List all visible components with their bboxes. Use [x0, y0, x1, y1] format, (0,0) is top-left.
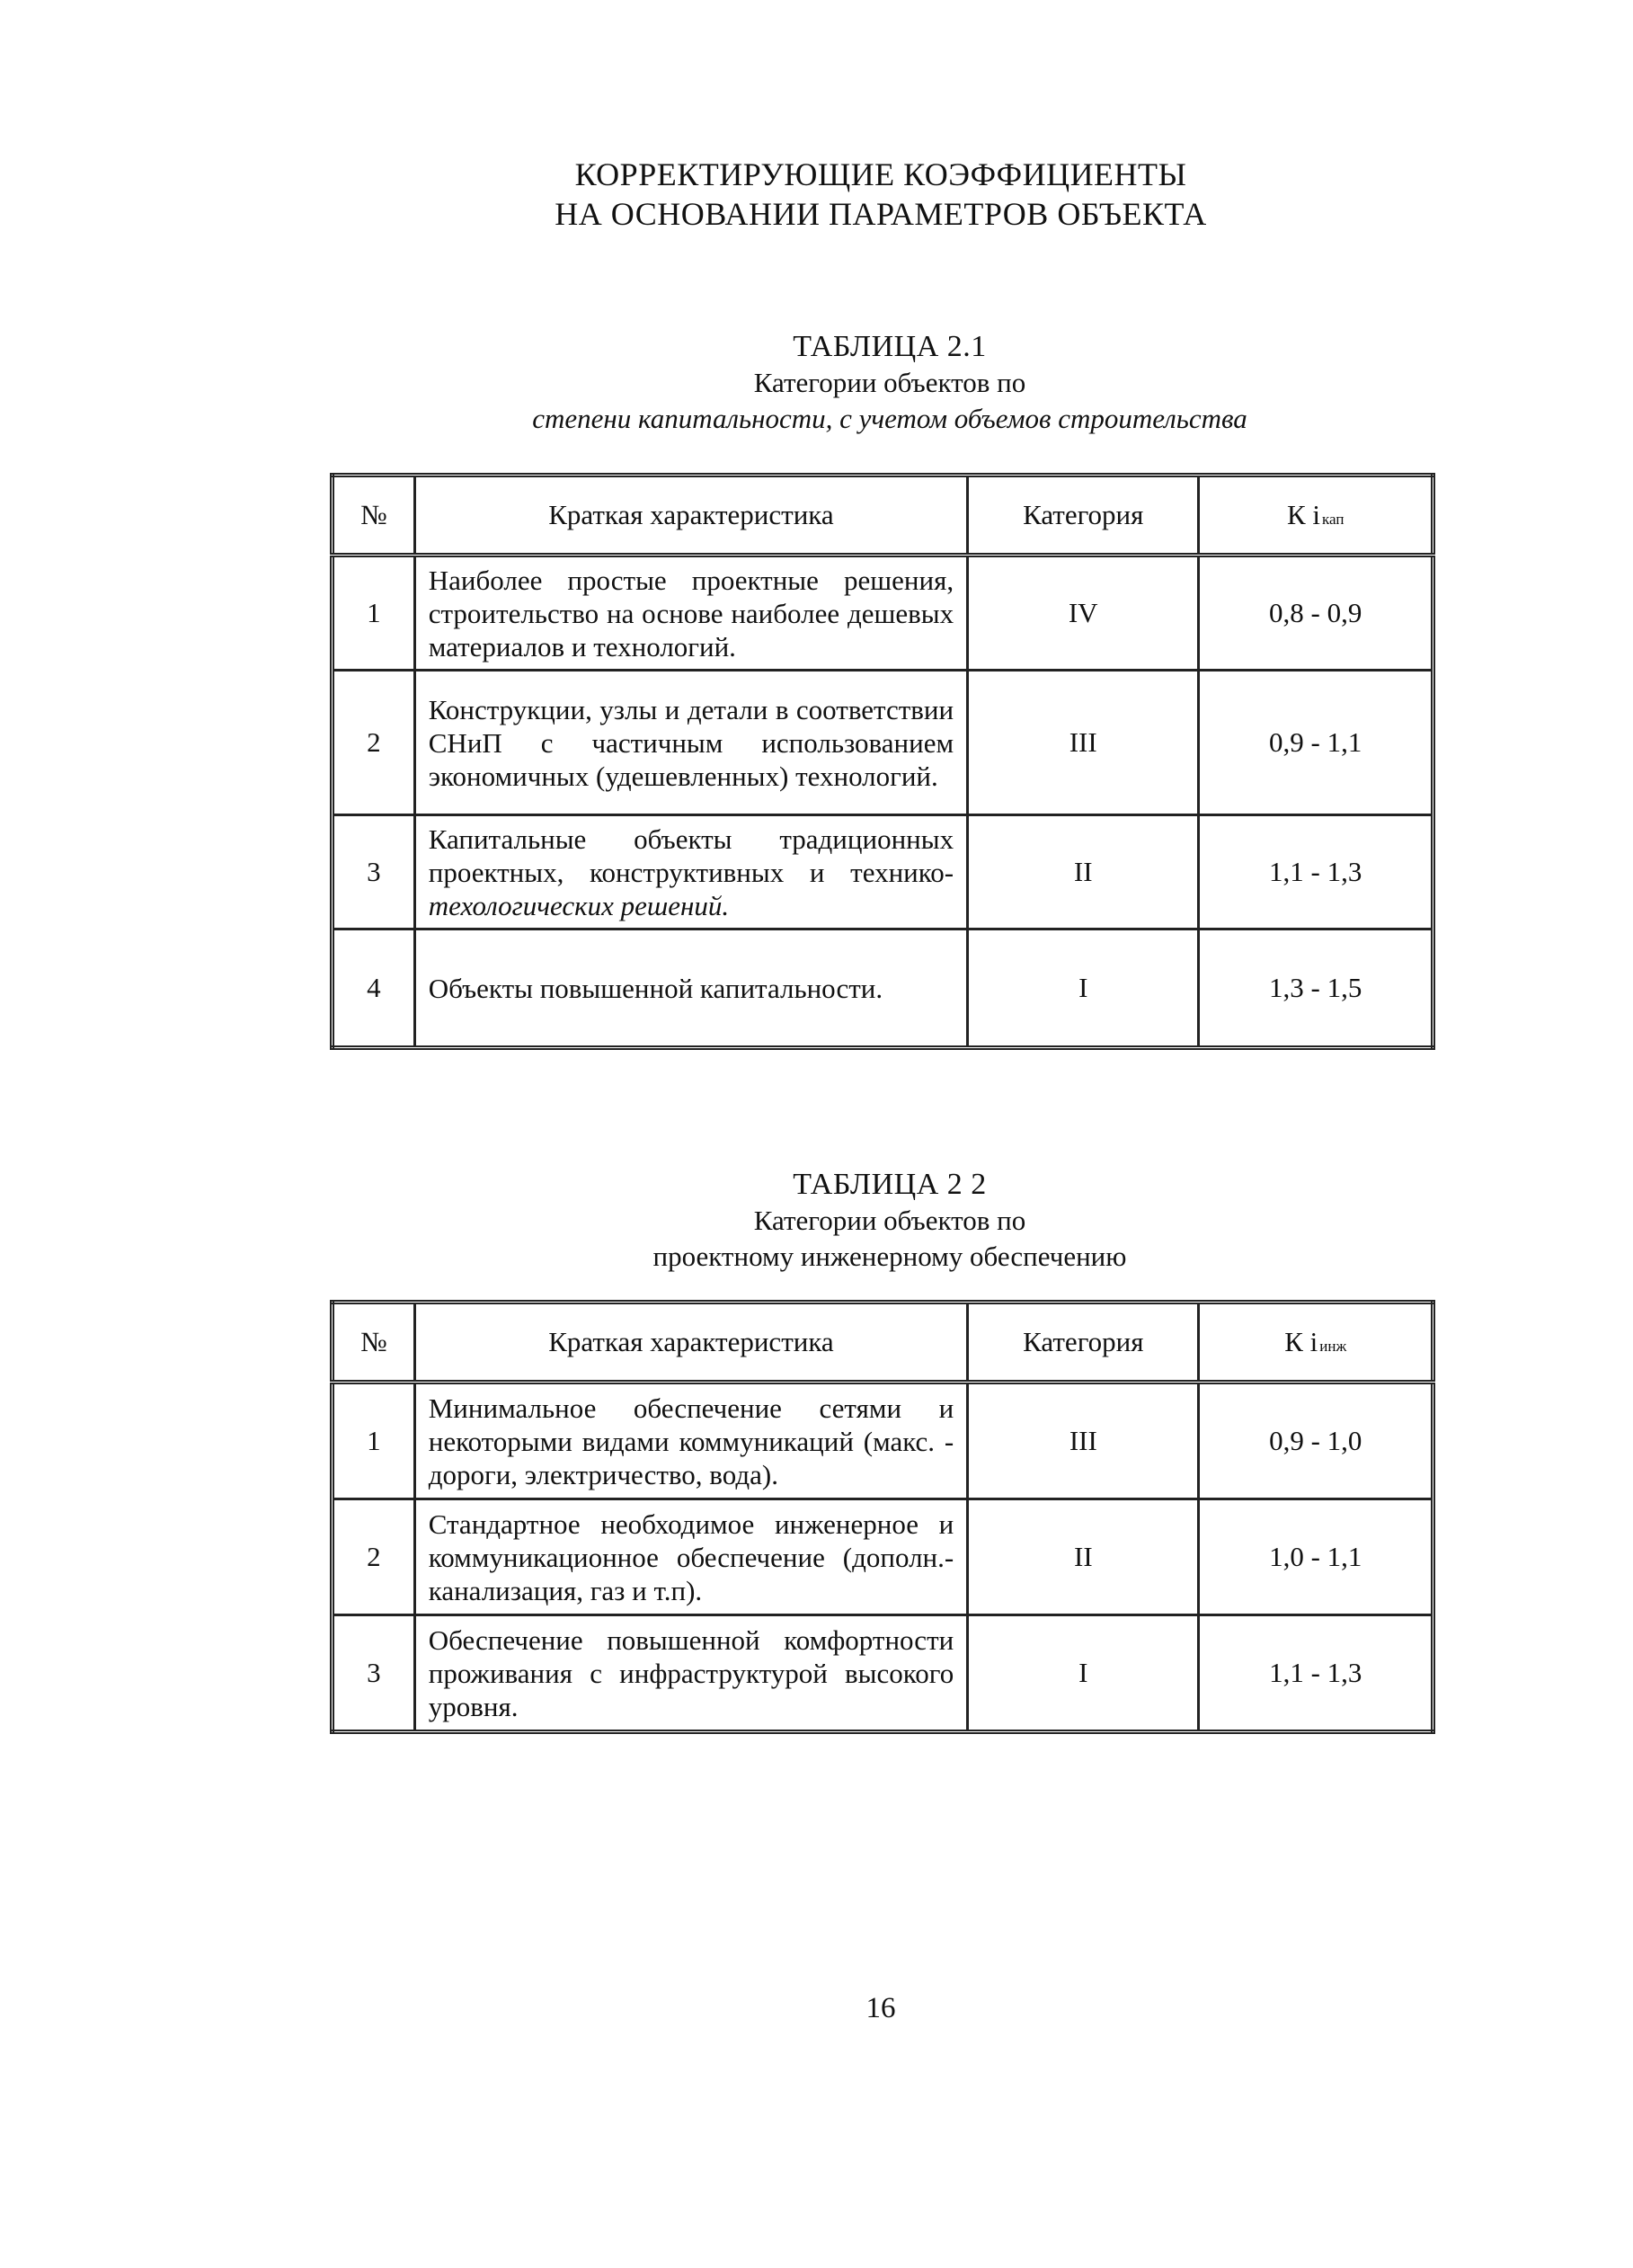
row-category: III	[968, 1383, 1199, 1499]
table-2-number: ТАБЛИЦА 2 2	[793, 1168, 987, 1201]
table-1-caption	[0, 329, 1633, 437]
table-row	[333, 929, 1433, 1048]
row-k-value: 1,3 - 1,5	[1199, 929, 1433, 1048]
header-description: Краткая характеристика	[414, 476, 967, 556]
table-header-row	[333, 1303, 1433, 1383]
table-1-number: ТАБЛИЦА 2.1	[793, 330, 987, 363]
page-title-line-2: НА ОСНОВАНИИ ПАРАМЕТРОВ ОБЪЕКТА	[555, 196, 1207, 232]
table-row	[333, 1615, 1433, 1732]
row-category: II	[968, 1499, 1199, 1615]
row-k-value: 1,1 - 1,3	[1199, 1615, 1433, 1732]
table-row	[333, 556, 1433, 671]
row-description: Объекты повышенной капитальности.	[414, 929, 967, 1048]
row-num: 4	[333, 929, 415, 1048]
page-title-line-1: КОРРЕКТИРУЮЩИЕ КОЭФФИЦИЕНТЫ	[574, 156, 1187, 192]
table-1-subtitle-2: степени капитальности, с учетом объемов строительства	[532, 403, 1247, 434]
table-row	[333, 671, 1433, 815]
row-k-value: 1,0 - 1,1	[1199, 1499, 1433, 1615]
row-category: I	[968, 929, 1199, 1048]
table-row	[333, 1499, 1433, 1615]
header-num: №	[333, 476, 415, 556]
row-description-main: Капитальные объекты традиционных проектных, конструктивных и технико-	[428, 823, 954, 888]
row-description: Минимальное обеспечение сетями и некоторыми видами коммуникаций (макс. - дороги, электричество, вода).	[414, 1383, 967, 1499]
header-num: №	[333, 1303, 415, 1383]
table-1-subtitle-1: Категории объектов по	[753, 367, 1026, 398]
row-description: Конструкции, узлы и детали в соответствии СНиП с частичным использованием экономичных (удешевленных) технологий.	[414, 671, 967, 815]
table-1	[330, 473, 1435, 1050]
row-num: 2	[333, 1499, 415, 1615]
row-k-value: 0,8 - 0,9	[1199, 556, 1433, 671]
header-category: Категория	[968, 476, 1199, 556]
row-k-value: 1,1 - 1,3	[1199, 815, 1433, 929]
header-k	[1199, 1303, 1433, 1383]
row-description-italic: техологических решений.	[428, 889, 730, 921]
row-k-value: 0,9 - 1,1	[1199, 671, 1433, 815]
header-k-label: К i	[1284, 1326, 1318, 1357]
row-num: 1	[333, 556, 415, 671]
row-num: 3	[333, 815, 415, 929]
header-description: Краткая характеристика	[414, 1303, 967, 1383]
row-description: Обеспечение повышенной комфортности проживания с инфраструктурой высокого уровня.	[414, 1615, 967, 1732]
row-num: 3	[333, 1615, 415, 1732]
table-2-subtitle-2: проектному инженерному обеспечению	[652, 1241, 1127, 1272]
header-category: Категория	[968, 1303, 1199, 1383]
table-row	[333, 815, 1433, 929]
table-2-subtitle-1: Категории объектов по	[753, 1205, 1026, 1236]
row-description	[414, 815, 967, 929]
header-k-label: К i	[1286, 499, 1320, 530]
row-description: Стандартное необходимое инженерное и коммуникационное обеспечение (дополн.- канализация, газ и т.п).	[414, 1499, 967, 1615]
row-category: IV	[968, 556, 1199, 671]
row-num: 1	[333, 1383, 415, 1499]
row-num: 2	[333, 671, 415, 815]
header-k-subscript: инж	[1319, 1338, 1347, 1355]
row-category: I	[968, 1615, 1199, 1732]
row-description: Наиболее простые проектные решения, строительство на основе наиболее дешевых материалов и технологий.	[414, 556, 967, 671]
table-2-caption	[0, 1167, 1633, 1275]
header-k	[1199, 476, 1433, 556]
table-row	[333, 1383, 1433, 1499]
header-k-subscript: кап	[1322, 511, 1345, 528]
table-header-row	[333, 476, 1433, 556]
row-category: III	[968, 671, 1199, 815]
row-k-value: 0,9 - 1,0	[1199, 1383, 1433, 1499]
page-title	[0, 155, 1633, 234]
table-2	[330, 1300, 1435, 1734]
page-number: 16	[865, 1992, 896, 2024]
row-category: II	[968, 815, 1199, 929]
